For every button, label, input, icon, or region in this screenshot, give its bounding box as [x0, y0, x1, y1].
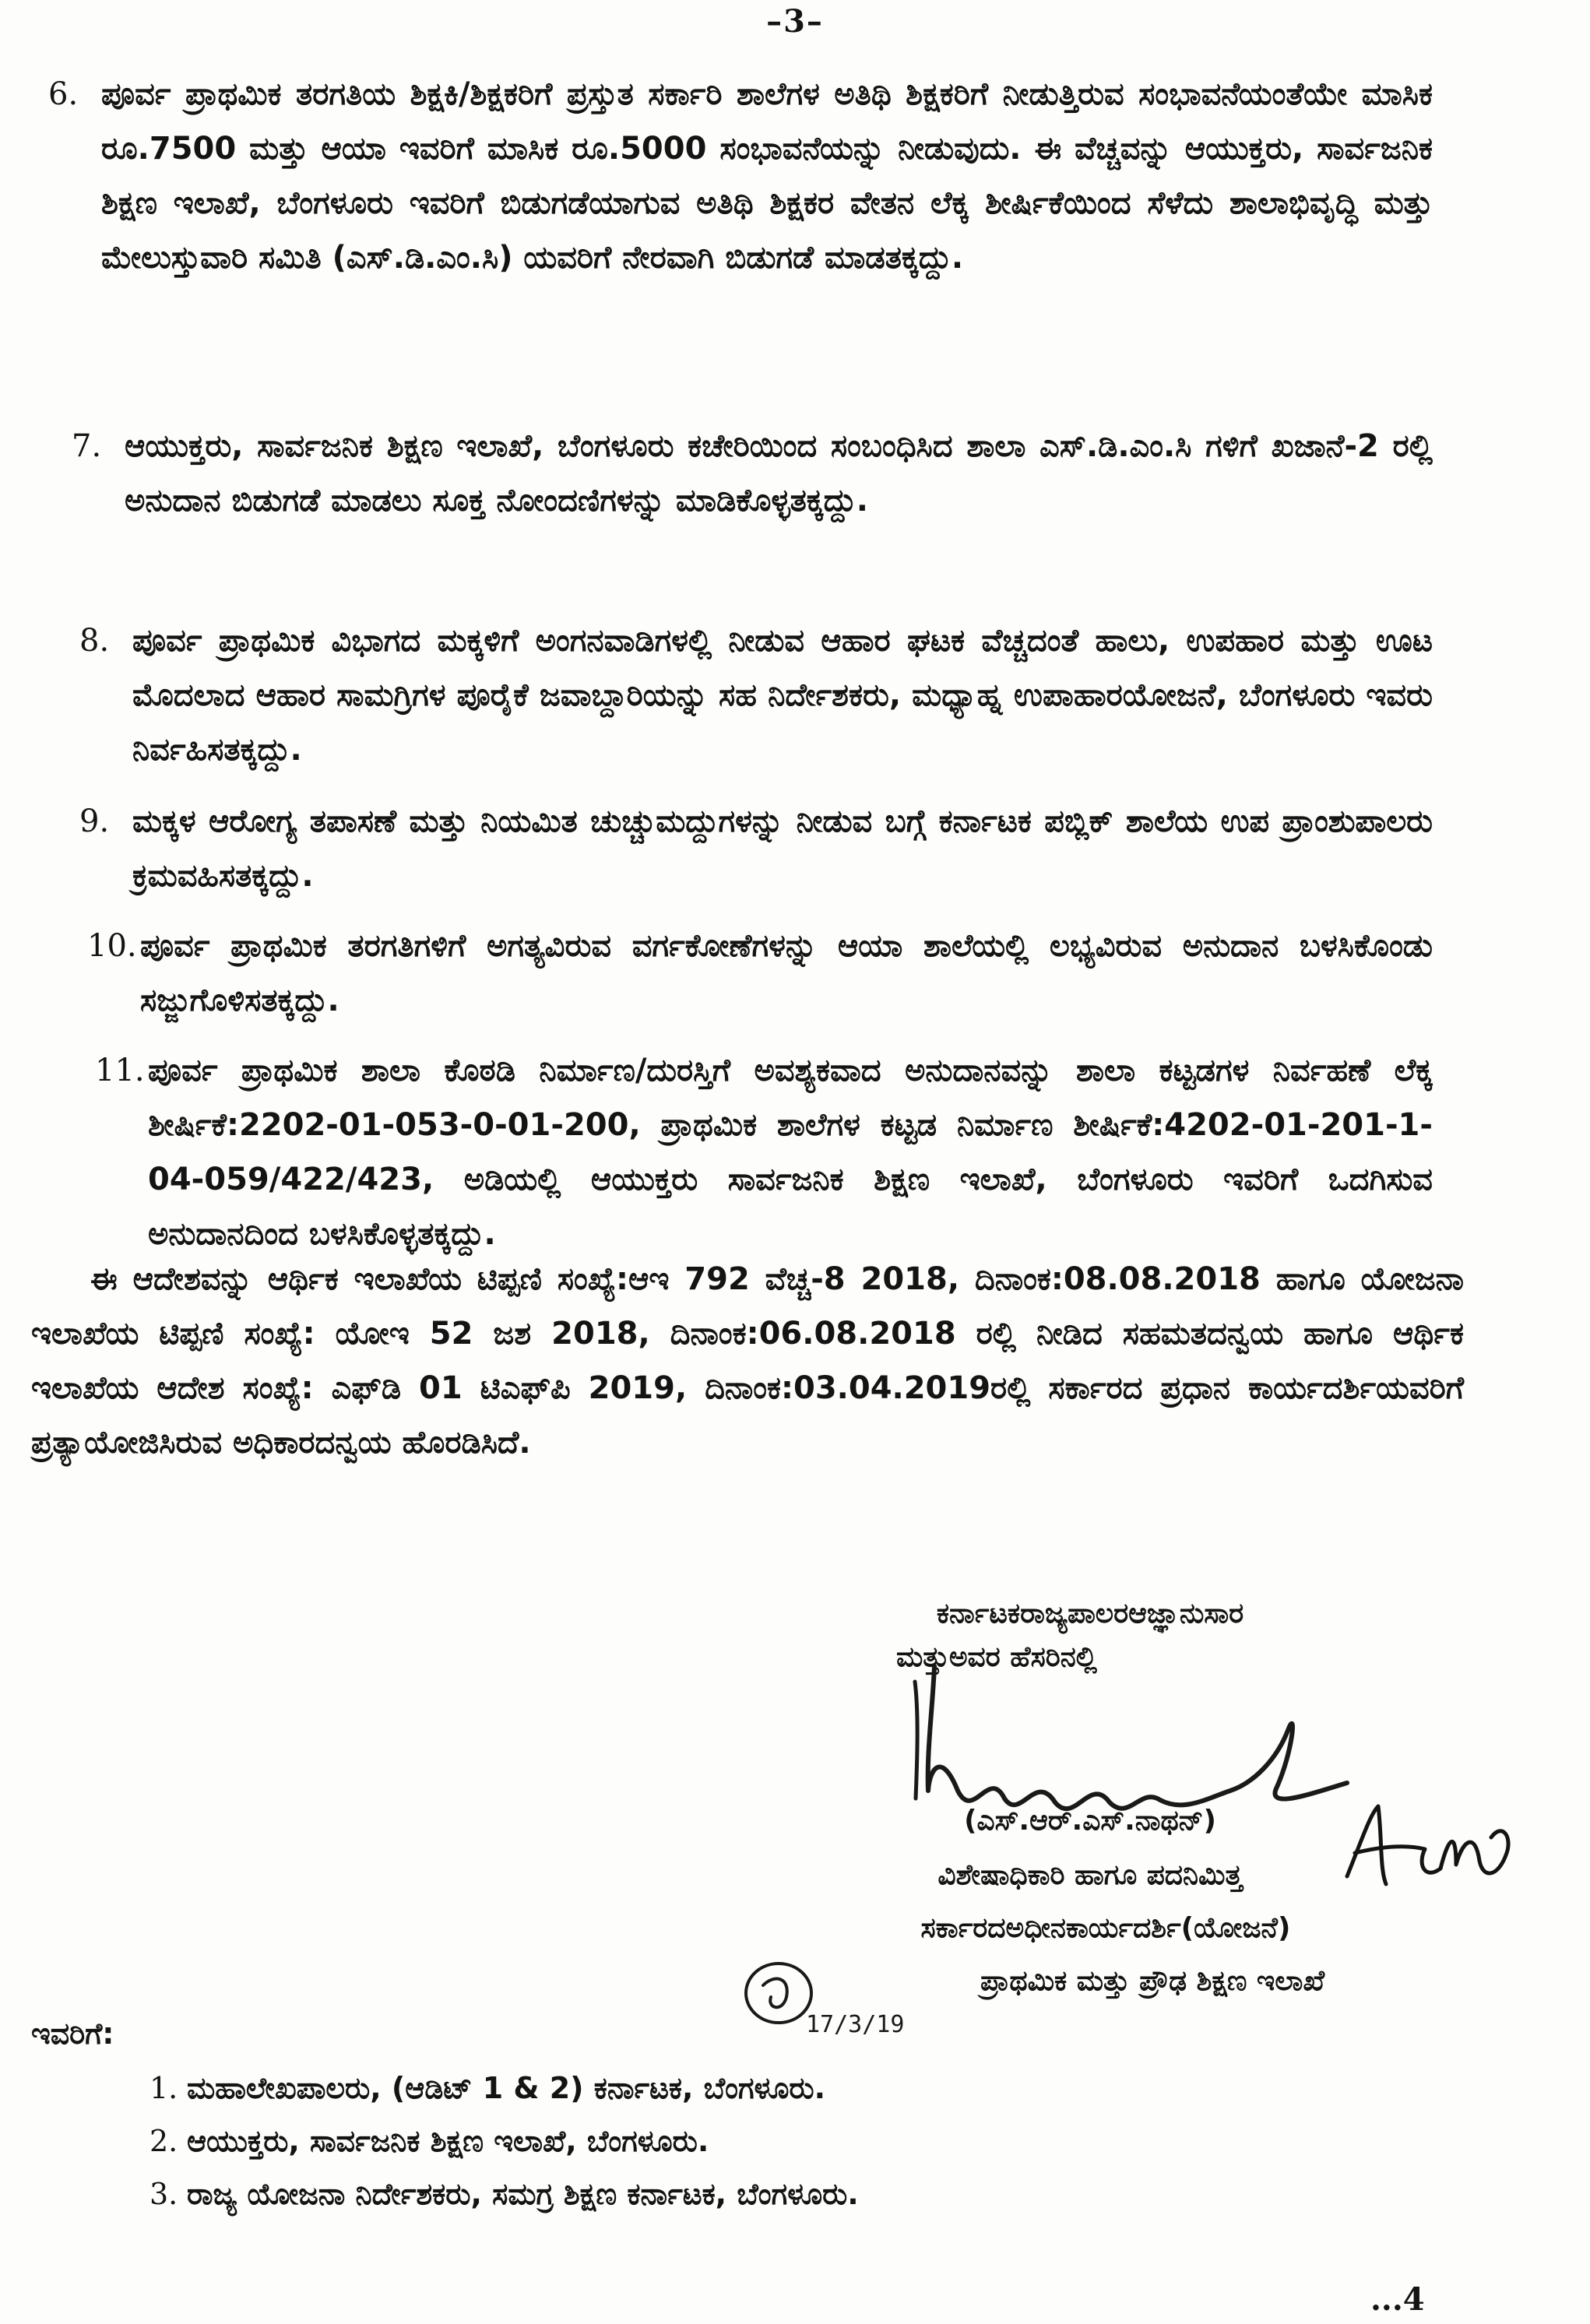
paragraph-text: ಪೂರ್ವ ಪ್ರಾಥಮಿಕ ವಿಭಾಗದ ಮಕ್ಕಳಿಗೆ ಅಂಗನವಾಡಿಗಳಲ್ಲಿ ನೀಡುವ ಆಹಾರ ಘಟಕ ವೆಚ್ಚದಂತೆ ಹಾಲು, ಉಪಹಾರ ಮತ್ತು ಊಟ ಮೊದಲಾದ ಆಹಾರ ಸಾಮಗ್ರಿಗಳ ಪೂರೈಕೆ ಜವಾಬ್ದಾರಿಯನ್ನು ಸಹ ನಿರ್ದೇಶಕರು, ಮಧ್ಯಾಹ್ನ ಉಪಾಹಾರಯೋಜನೆ, ಬೆಂಗಳೂರು ಇವರು ನಿರ್ವಹಿಸತಕ್ಕದ್ದು. [132, 623, 1433, 768]
recipient-item [150, 2124, 709, 2159]
paragraph-6 [48, 67, 1433, 285]
authority-line-1: ಕರ್ನಾಟಕರಾಜ್ಯಪಾಲರಆಜ್ಞಾನುಸಾರ [936, 1598, 1244, 1630]
recipient-item [150, 2071, 826, 2106]
paragraph-number: 8. [79, 623, 110, 659]
stamp-date: 17/3/19 [806, 2011, 905, 2038]
received-stamp-icon [732, 1954, 911, 2048]
paragraph-9 [79, 794, 1433, 903]
recipient-number: 2. [150, 2124, 178, 2158]
paragraph-11 [95, 1043, 1433, 1261]
recipient-number: 3. [150, 2177, 178, 2211]
authority-line-2: ಮತ್ತುಅವರ ಹೆಸರಿನಲ್ಲಿ [896, 1641, 1097, 1673]
recipient-text: ಆಯುಕ್ತರು, ಸಾರ್ವಜನಿಕ ಶಿಕ್ಷಣ ಇಲಾಖೆ, ಬೆಂಗಳೂರು. [187, 2124, 709, 2158]
paragraph-10 [87, 919, 1433, 1028]
recipient-number: 1. [150, 2071, 178, 2105]
designation-line-1: ವಿಶೇಷಾಧಿಕಾರಿ ಹಾಗೂ ಪದನಿಮಿತ್ತ [937, 1859, 1243, 1891]
signatory-name: (ಎಸ್.ಆರ್.ಎಸ್.ನಾಥನ್) [964, 1805, 1216, 1837]
recipients-label: ಇವರಿಗೆ: [31, 2016, 114, 2051]
continuation-marker: ...4 [1370, 2281, 1425, 2318]
paragraph-text: ಪೂರ್ವ ಪ್ರಾಥಮಿಕ ಶಾಲಾ ಕೊಠಡಿ ನಿರ್ಮಾಣ/ದುರಸ್ತಿಗೆ ಅವಶ್ಯಕವಾದ ಅನುದಾನವನ್ನು ಶಾಲಾ ಕಟ್ಟಡಗಳ ನಿರ್ವಹಣೆ ಲೆಕ್ಕ ಶೀರ್ಷಿಕೆ:2202-01-053-0-01-200, ಪ್ರಾಥಮಿಕ ಶಾಲೆಗಳ ಕಟ್ಟಡ ನಿರ್ಮಾಣ ಶೀರ್ಷಿಕೆ:4202-01-201-1-04-059/422/423, ಅಡಿಯಲ್ಲಿ ಆಯುಕ್ತರು ಸಾರ್ವಜನಿಕ ಶಿಕ್ಷಣ ಇಲಾಖೆ, ಬೆಂಗಳೂರು ಇವರಿಗೆ ಒದಗಿಸುವ ಅನುದಾನದಿಂದ ಬಳಸಿಕೊಳ್ಳತಕ್ಕದ್ದು. [148, 1053, 1433, 1252]
paragraph-text: ಪೂರ್ವ ಪ್ರಾಥಮಿಕ ತರಗತಿಯ ಶಿಕ್ಷಕಿ/ಶಿಕ್ಷಕರಿಗೆ ಪ್ರಸ್ತುತ ಸರ್ಕಾರಿ ಶಾಲೆಗಳ ಅತಿಥಿ ಶಿಕ್ಷಕರಿಗೆ ನೀಡುತ್ತಿರುವ ಸಂಭಾವನೆಯಂತೆಯೇ ಮಾಸಿಕ ರೂ.7500 ಮತ್ತು ಆಯಾ ಇವರಿಗೆ ಮಾಸಿಕ ರೂ.5000 ಸಂಭಾವನೆಯನ್ನು ನೀಡುವುದು. ಈ ವೆಚ್ಚವನ್ನು ಆಯುಕ್ತರು, ಸಾರ್ವಜನಿಕ ಶಿಕ್ಷಣ ಇಲಾಖೆ, ಬೆಂಗಳೂರು ಇವರಿಗೆ ಬಿಡುಗಡೆಯಾಗುವ ಅತಿಥಿ ಶಿಕ್ಷಕರ ವೇತನ ಲೆಕ್ಕ ಶೀರ್ಷಿಕೆಯಿಂದ ಸೆಳೆದು ಶಾಲಾಭಿವೃದ್ಧಿ ಮತ್ತು ಮೇಲುಸ್ತುವಾರಿ ಸಮಿತಿ (ಎಸ್.ಡಿ.ಎಂ.ಸಿ) ಯವರಿಗೆ ನೇರವಾಗಿ ಬಿಡುಗಡೆ ಮಾಡತಕ್ಕದ್ದು. [101, 76, 1433, 276]
closing-text: ಈ ಆದೇಶವನ್ನು ಆರ್ಥಿಕ ಇಲಾಖೆಯ ಟಿಪ್ಪಣಿ ಸಂಖ್ಯೆ:ಆಇ 792 ವೆಚ್ಚ-8 2018, ದಿನಾಂಕ:08.08.2018 ಹಾಗೂ ಯೋಜನಾ ಇಲಾಖೆಯ ಟಿಪ್ಪಣಿ ಸಂಖ್ಯೆ: ಯೋಇ 52 ಜಶ 2018, ದಿನಾಂಕ:06.08.2018 ರಲ್ಲಿ ನೀಡಿದ ಸಹಮತದನ್ವಯ ಹಾಗೂ ಆರ್ಥಿಕ ಇಲಾಖೆಯ ಆದೇಶ ಸಂಖ್ಯೆ: ಎಫ್‌ಡಿ 01 ಟಿಎಫ್‌ಪಿ 2019, ದಿನಾಂಕ:03.04.2019ರಲ್ಲಿ ಸರ್ಕಾರದ ಪ್ರಧಾನ ಕಾರ್ಯದರ್ಶಿಯವರಿಗೆ ಪ್ರತ್ಯಾಯೋಜಿಸಿರುವ ಅಧಿಕಾರದನ್ವಯ ಹೊರಡಿಸಿದೆ. [31, 1261, 1464, 1461]
paragraph-number: 6. [48, 76, 79, 112]
recipient-item [150, 2177, 859, 2212]
page-number: –3– [766, 3, 824, 40]
designation-line-2: ಸರ್ಕಾರದಅಧೀನಕಾರ್ಯದರ್ಶಿ(ಯೋಜನೆ) [920, 1912, 1291, 1944]
paragraph-text: ಆಯುಕ್ತರು, ಸಾರ್ವಜನಿಕ ಶಿಕ್ಷಣ ಇಲಾಖೆ, ಬೆಂಗಳೂರು ಕಚೇರಿಯಿಂದ ಸಂಬಂಧಿಸಿದ ಶಾಲಾ ಎಸ್.ಡಿ.ಎಂ.ಸಿ ಗಳಿಗೆ ಖಜಾನೆ-2 ರಲ್ಲಿ ಅನುದಾನ ಬಿಡುಗಡೆ ಮಾಡಲು ಸೂಕ್ತ ನೋಂದಣಿಗಳನ್ನು ಮಾಡಿಕೊಳ್ಳತಕ್ಕದ್ದು. [125, 428, 1433, 519]
paragraph-number: 9. [79, 803, 110, 839]
department-name: ಪ್ರಾಥಮಿಕ ಮತ್ತು ಪ್ರೌಢ ಶಿಕ್ಷಣ ಇಲಾಖೆ [980, 1965, 1325, 1997]
paragraph-7 [72, 419, 1433, 528]
paragraph-number: 7. [72, 428, 102, 464]
paragraph-number: 10. [87, 928, 137, 964]
recipient-text: ಮಹಾಲೇಖಪಾಲರು, (ಆಡಿಟ್ 1 & 2) ಕರ್ನಾಟಕ, ಬೆಂಗಳೂರು. [187, 2071, 826, 2105]
recipient-text: ರಾಜ್ಯ ಯೋಜನಾ ನಿರ್ದೇಶಕರು, ಸಮಗ್ರ ಶಿಕ್ಷಣ ಕರ್ನಾಟಕ, ಬೆಂಗಳೂರು. [187, 2177, 859, 2211]
paragraph-text: ಮಕ್ಕಳ ಆರೋಗ್ಯ ತಪಾಸಣೆ ಮತ್ತು ನಿಯಮಿತ ಚುಚ್ಚುಮದ್ದುಗಳನ್ನು ನೀಡುವ ಬಗ್ಗೆ ಕರ್ನಾಟಕ ಪಬ್ಲಿಕ್ ಶಾಲೆಯ ಉಪ ಪ್ರಾಂಶುಪಾಲರು ಕ್ರಮವಹಿಸತಕ್ಕದ್ದು. [132, 803, 1433, 894]
paragraph-8 [79, 614, 1433, 777]
paragraph-text: ಪೂರ್ವ ಪ್ರಾಥಮಿಕ ತರಗತಿಗಳಿಗೆ ಅಗತ್ಯವಿರುವ ವರ್ಗಕೋಣೆಗಳನ್ನು ಆಯಾ ಶಾಲೆಯಲ್ಲಿ ಲಭ್ಯವಿರುವ ಅನುದಾನ ಬಳಸಿಕೊಂಡು ಸಜ್ಜುಗೊಳಿಸತಕ್ಕದ್ದು. [140, 928, 1433, 1018]
paragraph-number: 11. [95, 1053, 145, 1088]
closing-paragraph [31, 1252, 1464, 1470]
